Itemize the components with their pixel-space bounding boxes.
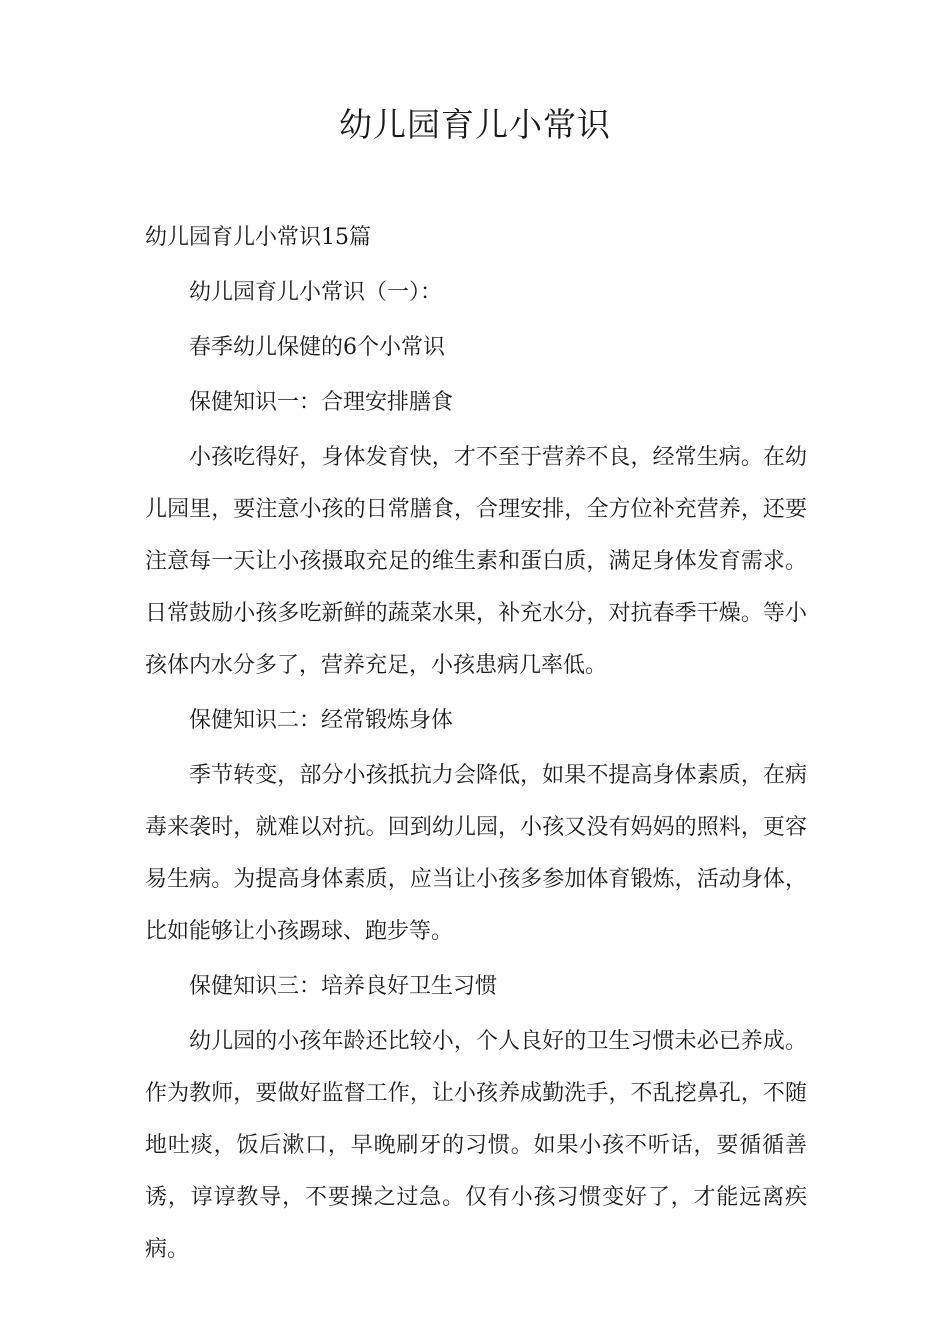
document-body [145,212,807,1276]
section-2-heading: 保健知识二：经常锻炼身体 [189,708,454,733]
section-2-body: 季节转变，部分小孩抵抗力会降低，如果不提高身体素质，在病毒来袭时，就难以对抗。回到幼儿园，小孩又没有妈妈的照料，更容易生病。为提高身体素质，应当让小孩多参加体育锻炼，活动身体，比如能够让小孩踢球、跑步等。 [145,763,807,944]
section-heading: 幼儿园育儿小常识（一）： [189,280,443,305]
section-1-body: 小孩吃得好，身体发育快，才不至于营养不良，经常生病。在幼儿园里，要注意小孩的日常膳食，合理安排，全方位补充营养，还要注意每一天让小孩摄取充足的维生素和蛋白质，满足身体发育需求。日常鼓励小孩多吃新鲜的蔬菜水果，补充水分，对抗春季干燥。等小孩体内水分多了，营养充足，小孩患病几率低。 [145,445,807,678]
section-3-heading: 保健知识三：培养良好卫生习惯 [189,974,498,999]
topic-heading: 春季幼儿保健的6个小常识 [189,335,445,360]
section-3-body: 幼儿园的小孩年龄还比较小，个人良好的卫生习惯未必已养成。作为教师，要做好监督工作，让小孩养成勤洗手，不乱挖鼻孔，不随地吐痰，饭后漱口，早晚刷牙的习惯。如果小孩不听话，要循循善诱，谆谆教导，不要操之过急。仅有小孩习惯变好了，才能远离疾病。 [145,1029,807,1262]
document-subtitle: 幼儿园育儿小常识15篇 [145,225,371,250]
document-title: 幼儿园育儿小常识 [339,105,611,144]
section-1-heading: 保健知识一：合理安排膳食 [189,390,454,415]
